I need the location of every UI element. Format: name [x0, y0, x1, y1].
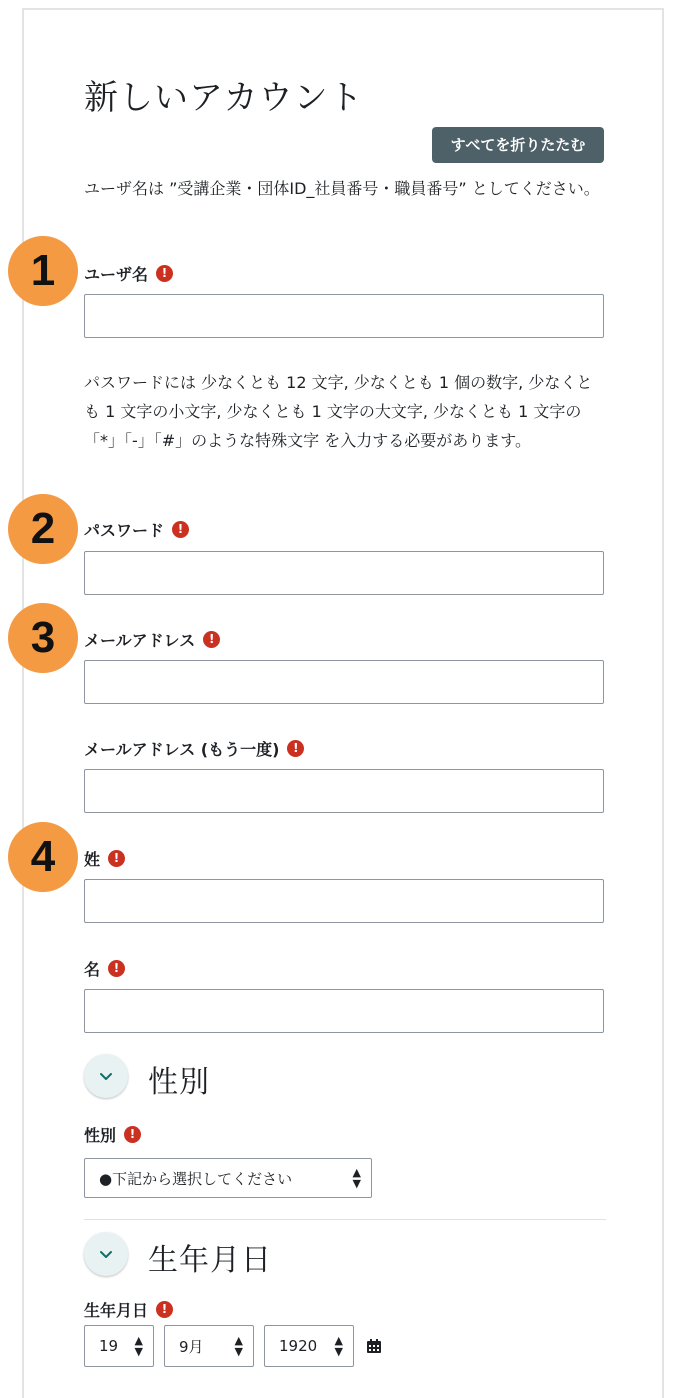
chevron-down-icon — [98, 1246, 114, 1262]
username-input[interactable] — [84, 294, 604, 338]
birthdate-section-toggle[interactable] — [84, 1232, 128, 1276]
lastname-input[interactable] — [84, 879, 604, 923]
email-confirm-label — [84, 737, 304, 760]
exclamation-circle-icon: ! — [108, 850, 125, 867]
exclamation-circle-icon: ! — [156, 265, 173, 282]
step-marker-3: 3 — [8, 603, 78, 673]
username-note: ユーザ名は ”受講企業・団体ID_社員番号・職員番号” としてください。 — [84, 179, 600, 198]
exclamation-circle-icon: ! — [172, 521, 189, 538]
page-title: 新しいアカウント — [84, 78, 364, 118]
exclamation-circle-icon: ! — [156, 1301, 173, 1318]
birth-year-select[interactable] — [264, 1325, 354, 1367]
section-divider — [84, 1219, 606, 1220]
exclamation-circle-icon: ! — [287, 740, 304, 757]
select-caret-icon: ▲ ▼ — [352, 1166, 361, 1190]
gender-select[interactable] — [84, 1158, 372, 1198]
email-label — [84, 628, 220, 651]
email-label-text: メールアドレス — [84, 631, 196, 650]
email-confirm-label-text: メールアドレス (もう一度) — [84, 740, 280, 759]
exclamation-circle-icon: ! — [124, 1126, 141, 1143]
firstname-input[interactable] — [84, 989, 604, 1033]
collapse-all-button[interactable]: すべてを折りたたむ — [432, 127, 604, 163]
password-label — [84, 518, 189, 541]
select-caret-icon: ▲ ▼ — [334, 1334, 343, 1358]
birth-month-select[interactable] — [164, 1325, 254, 1367]
birth-month-value: 9月 — [179, 1337, 204, 1356]
step-marker-4: 4 — [8, 822, 78, 892]
gender-section-toggle[interactable] — [84, 1054, 128, 1098]
gender-section-title: 性別 — [148, 1065, 210, 1100]
firstname-label — [84, 957, 125, 980]
email-input[interactable] — [84, 660, 604, 704]
select-caret-icon: ▲ ▼ — [234, 1334, 243, 1358]
email-confirm-input[interactable] — [84, 769, 604, 813]
exclamation-circle-icon: ! — [203, 631, 220, 648]
birthdate-section-title: 生年月日 — [148, 1243, 272, 1278]
birth-day-value: 19 — [99, 1337, 119, 1355]
birth-day-select[interactable] — [84, 1325, 154, 1367]
calendar-icon[interactable] — [366, 1338, 382, 1358]
birthdate-label-text: 生年月日 — [84, 1301, 149, 1320]
lastname-label-text: 姓 — [84, 850, 101, 869]
select-caret-icon: ▲ ▼ — [134, 1334, 143, 1358]
gender-label — [84, 1123, 141, 1146]
firstname-label-text: 名 — [84, 960, 101, 979]
password-label-text: パスワード — [84, 521, 165, 540]
password-input[interactable] — [84, 551, 604, 595]
lastname-label — [84, 847, 125, 870]
password-policy: パスワードには 少なくとも 12 文字, 少なくとも 1 個の数字, 少なくとも 1 文字の小文字, 少なくとも 1 文字の大文字, 少なくとも 1 文字の「*」「-」「#」のような特殊文字 を入力する必要があります。 — [84, 373, 593, 450]
exclamation-circle-icon: ! — [108, 960, 125, 977]
username-label — [84, 262, 173, 285]
birthdate-label — [84, 1298, 173, 1321]
gender-label-text: 性別 — [84, 1126, 117, 1145]
birth-year-value: 1920 — [279, 1337, 318, 1355]
chevron-down-icon — [98, 1068, 114, 1084]
step-marker-1: 1 — [8, 236, 78, 306]
gender-select-value: ●下記から選択してください — [99, 1169, 293, 1188]
step-marker-2: 2 — [8, 494, 78, 564]
username-label-text: ユーザ名 — [84, 265, 149, 284]
